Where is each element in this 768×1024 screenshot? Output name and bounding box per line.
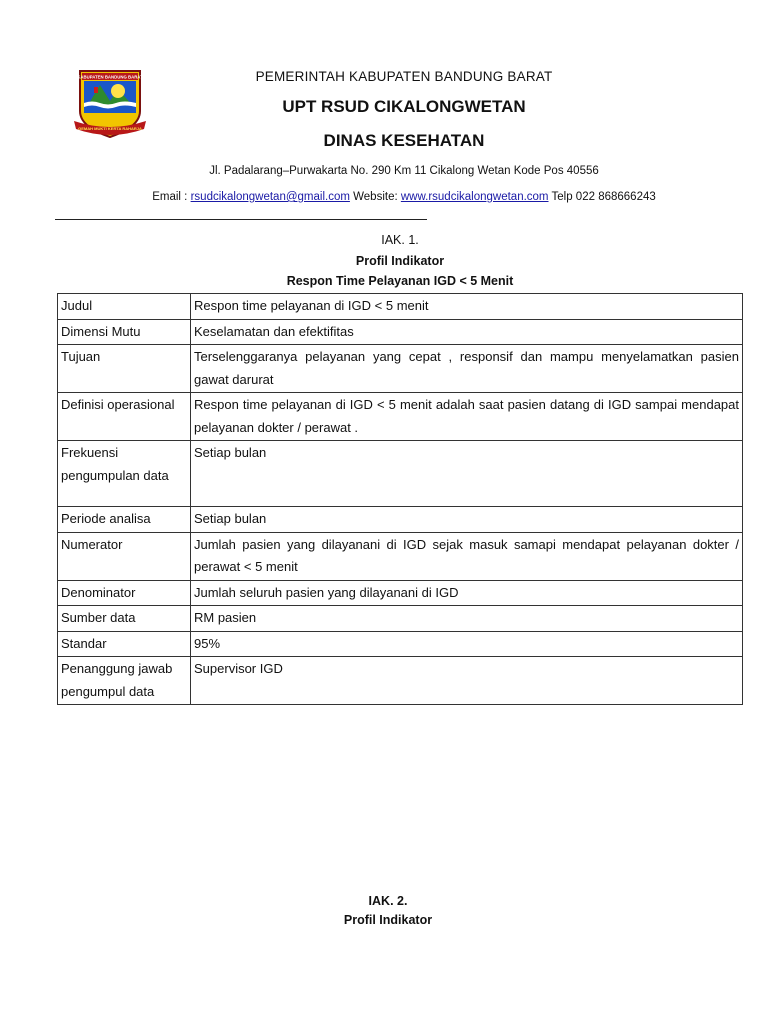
table-row bbox=[58, 631, 743, 657]
row-label: Standar bbox=[58, 631, 191, 657]
row-value: Keselamatan dan efektifitas bbox=[191, 319, 743, 345]
phone-text: Telp 022 868666243 bbox=[551, 191, 656, 203]
section2-subtitle: Profil Indikator bbox=[343, 913, 433, 927]
table-row bbox=[58, 294, 743, 320]
row-label: Sumber data bbox=[58, 606, 191, 632]
contact-line bbox=[20, 191, 768, 203]
row-label: Dimensi Mutu bbox=[58, 319, 191, 345]
email-label: Email : bbox=[152, 191, 188, 203]
row-value: RM pasien bbox=[191, 606, 743, 632]
section1-title: Respon Time Pelayanan IGD < 5 Menit bbox=[286, 274, 514, 288]
row-label: Numerator bbox=[58, 532, 191, 580]
table-row bbox=[58, 580, 743, 606]
header-divider bbox=[55, 219, 427, 220]
row-value: Supervisor IGD bbox=[191, 657, 743, 705]
table-row bbox=[58, 393, 743, 441]
row-label: Denominator bbox=[58, 580, 191, 606]
row-value: Terselenggaranya pelayanan yang cepat , responsif dan mampu menyelamatkan pasien gawat darurat bbox=[191, 345, 743, 393]
table-row bbox=[58, 345, 743, 393]
email-link[interactable]: rsudcikalongwetan@gmail.com bbox=[190, 191, 350, 203]
row-value: Jumlah pasien yang dilayanani di IGD sejak masuk samapi mendapat pelayanan dokter / perawat < 5 menit bbox=[191, 532, 743, 580]
section1-code: IAK. 1. bbox=[381, 233, 419, 247]
row-label: Definisi operasional bbox=[58, 393, 191, 441]
department-name: DINAS KESEHATAN bbox=[323, 131, 485, 150]
institution-name: UPT RSUD CIKALONGWETAN bbox=[282, 97, 526, 116]
website-link[interactable]: www.rsudcikalongwetan.com bbox=[400, 191, 549, 203]
table-row bbox=[58, 507, 743, 533]
row-value: Respon time pelayanan di IGD < 5 menit adalah saat pasien datang di IGD sampai mendapat pelayanan dokter / perawat . bbox=[191, 393, 743, 441]
row-label: Frekuensi pengumpulan data bbox=[58, 441, 191, 507]
section1-subtitle: Profil Indikator bbox=[355, 254, 445, 268]
table-row bbox=[58, 606, 743, 632]
table-row bbox=[58, 319, 743, 345]
table-row bbox=[58, 441, 743, 507]
row-value: Setiap bulan bbox=[191, 441, 743, 507]
row-label: Periode analisa bbox=[58, 507, 191, 533]
row-value: Setiap bulan bbox=[191, 507, 743, 533]
website-label: Website: bbox=[353, 191, 398, 203]
address-line: Jl. Padalarang–Purwakarta No. 290 Km 11 Cikalong Wetan Kode Pos 40556 bbox=[209, 165, 599, 177]
logo-top-text: KABUPATEN BANDUNG BARAT bbox=[77, 74, 143, 80]
row-value: Respon time pelayanan di IGD < 5 menit bbox=[191, 294, 743, 320]
row-label: Judul bbox=[58, 294, 191, 320]
logo-motto: GEMAH MUKTI KERTA RAHARJA bbox=[78, 126, 142, 131]
row-label: Tujuan bbox=[58, 345, 191, 393]
table-row bbox=[58, 657, 743, 705]
table-row bbox=[58, 532, 743, 580]
section2-code: IAK. 2. bbox=[368, 894, 408, 908]
row-value: Jumlah seluruh pasien yang dilayanani di IGD bbox=[191, 580, 743, 606]
row-value: 95% bbox=[191, 631, 743, 657]
row-label: Penanggung jawab pengumpul data bbox=[58, 657, 191, 705]
indicator-profile-table bbox=[57, 293, 743, 705]
government-name: PEMERINTAH KABUPATEN BANDUNG BARAT bbox=[255, 69, 553, 84]
